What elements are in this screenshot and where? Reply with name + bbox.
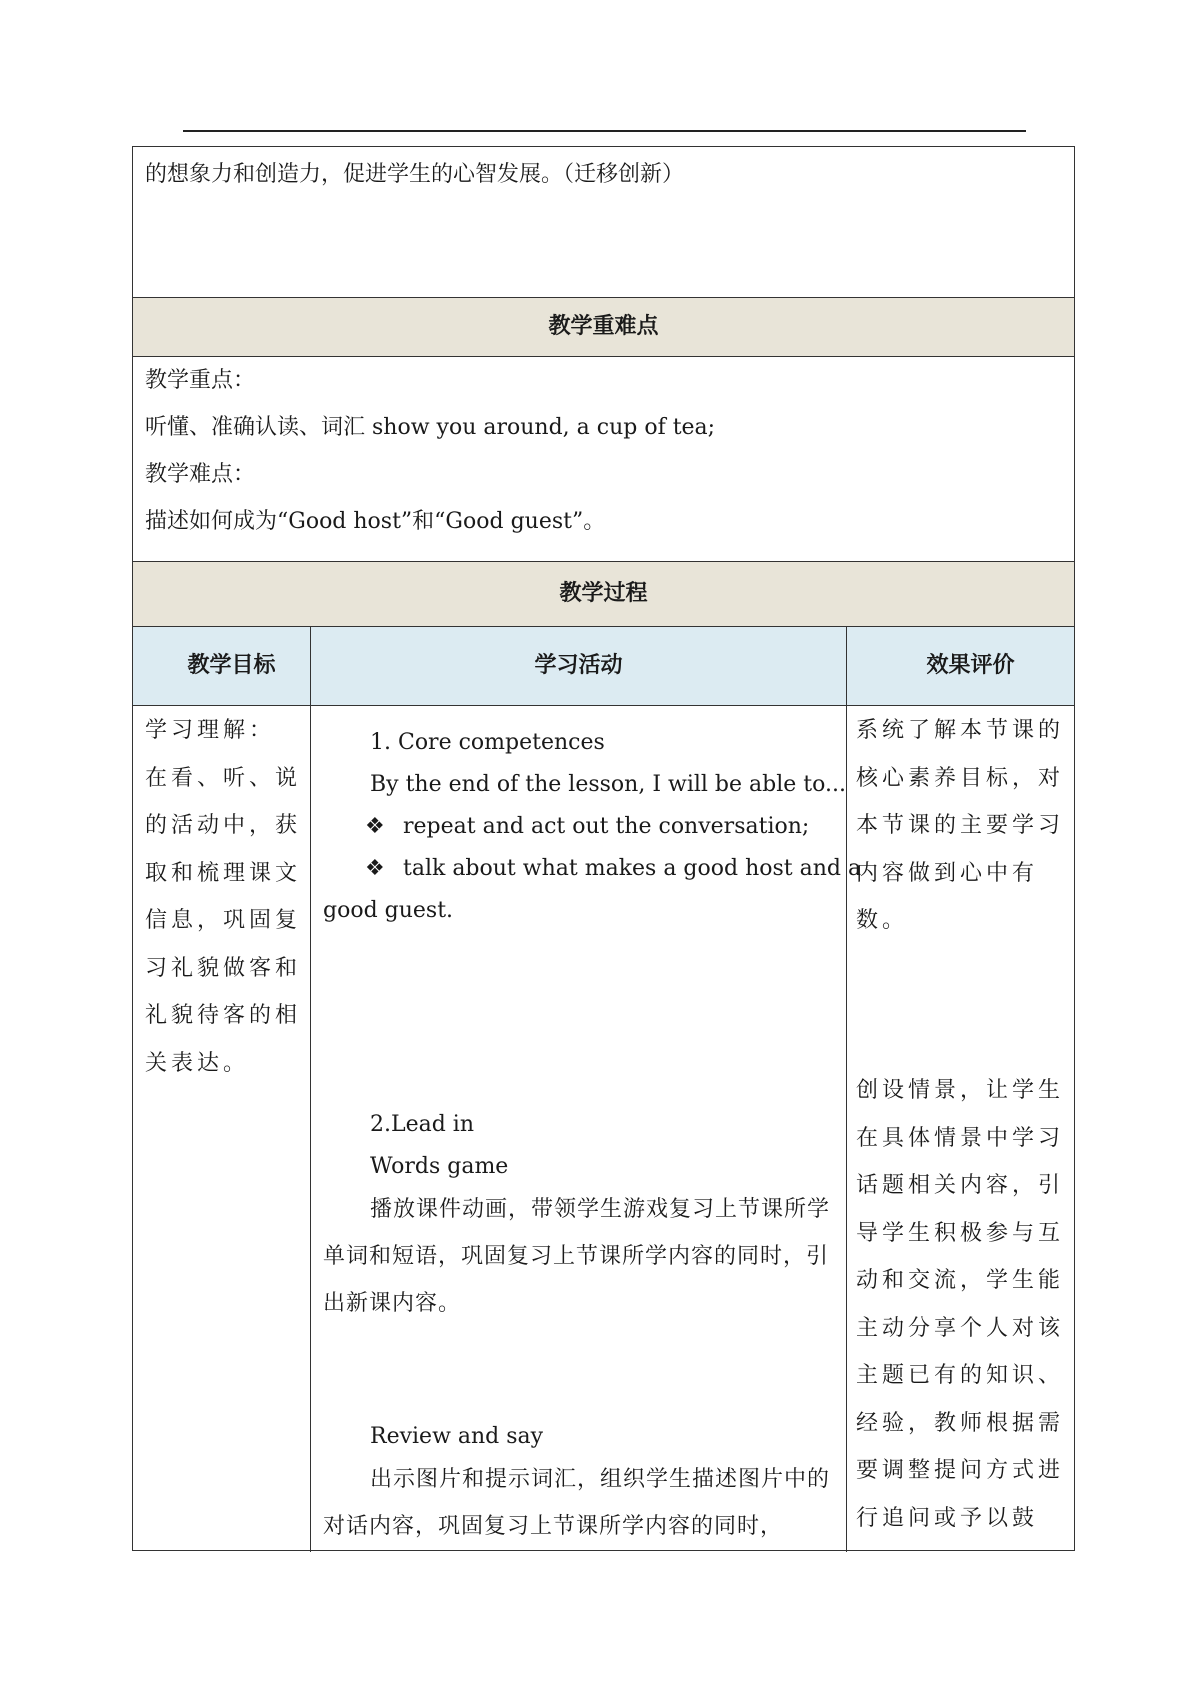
bullet-icon: ❖	[365, 814, 385, 839]
column-header-activity: 学习活动	[534, 653, 623, 678]
lesson-plan-table	[132, 146, 1075, 1551]
lead-text: 播放课件动画，带领学生游戏复习上节课所学单词和短语，巩固复习上节课所学内容的同时，引出新课内容。	[323, 1197, 831, 1316]
goal-label: 学习理解：	[145, 718, 276, 743]
focus-label: 教学重点：	[145, 368, 256, 393]
lead-title: 2.Lead in	[370, 1112, 475, 1137]
key-points-content	[133, 357, 1074, 561]
bullet-continuation: good guest.	[323, 898, 454, 923]
column-header-goal: 教学目标	[187, 653, 276, 678]
bullet-item	[365, 803, 809, 850]
bullet-text: repeat and act out the conversation;	[403, 814, 810, 839]
difficulty-label: 教学难点：	[145, 462, 256, 487]
review-text: 出示图片和提示词汇，组织学生描述图片中的对话内容，巩固复习上节课所学内容的同时，	[323, 1467, 831, 1539]
column-divider	[310, 627, 311, 1552]
intro-text: 的想象力和创造力，促进学生的心智发展。（迁移创新）	[145, 162, 685, 187]
bullet-text: talk about what makes a good host and a	[403, 856, 862, 881]
process-heading: 教学过程	[133, 562, 1074, 626]
column-header-evaluation: 效果评价	[926, 653, 1015, 678]
divider	[133, 705, 1074, 706]
core-intro: By the end of the lesson, I will be able to...	[370, 772, 846, 797]
goal-text: 在看、听、说的活动中，获取和梳理课文信息，巩固复习礼貌做客和礼貌待客的相关表达。	[145, 765, 302, 1076]
intro-row	[133, 147, 1074, 297]
key-points-heading: 教学重难点	[133, 298, 1074, 356]
evaluation-1: 系统了解本节课的核心素养目标，对本节课的主要学习内容做到心中有数。	[856, 718, 1065, 933]
review-title: Review and say	[370, 1424, 544, 1449]
column-divider	[846, 627, 847, 1552]
column-header-row	[133, 627, 1074, 705]
core-title: 1. Core competences	[370, 730, 605, 755]
lead-subtitle: Words game	[370, 1154, 509, 1179]
difficulty-text: 描述如何成为“Good host”和“Good guest”。	[145, 509, 606, 534]
goal-cell	[145, 707, 305, 1087]
bullet-icon: ❖	[365, 856, 385, 881]
evaluation-2: 创设情景，让学生在具体情景中学习话题相关内容，引导学生积极参与互动和交流，学生能主动分享个人对该主题已有的知识、经验，教师根据需要调整提问方式进行追问或予以鼓	[856, 1078, 1065, 1531]
page-header-rule	[183, 130, 1026, 132]
bullet-item	[365, 845, 861, 892]
focus-text: 听懂、准确认读、词汇 show you around, a cup of tea;	[145, 415, 716, 440]
